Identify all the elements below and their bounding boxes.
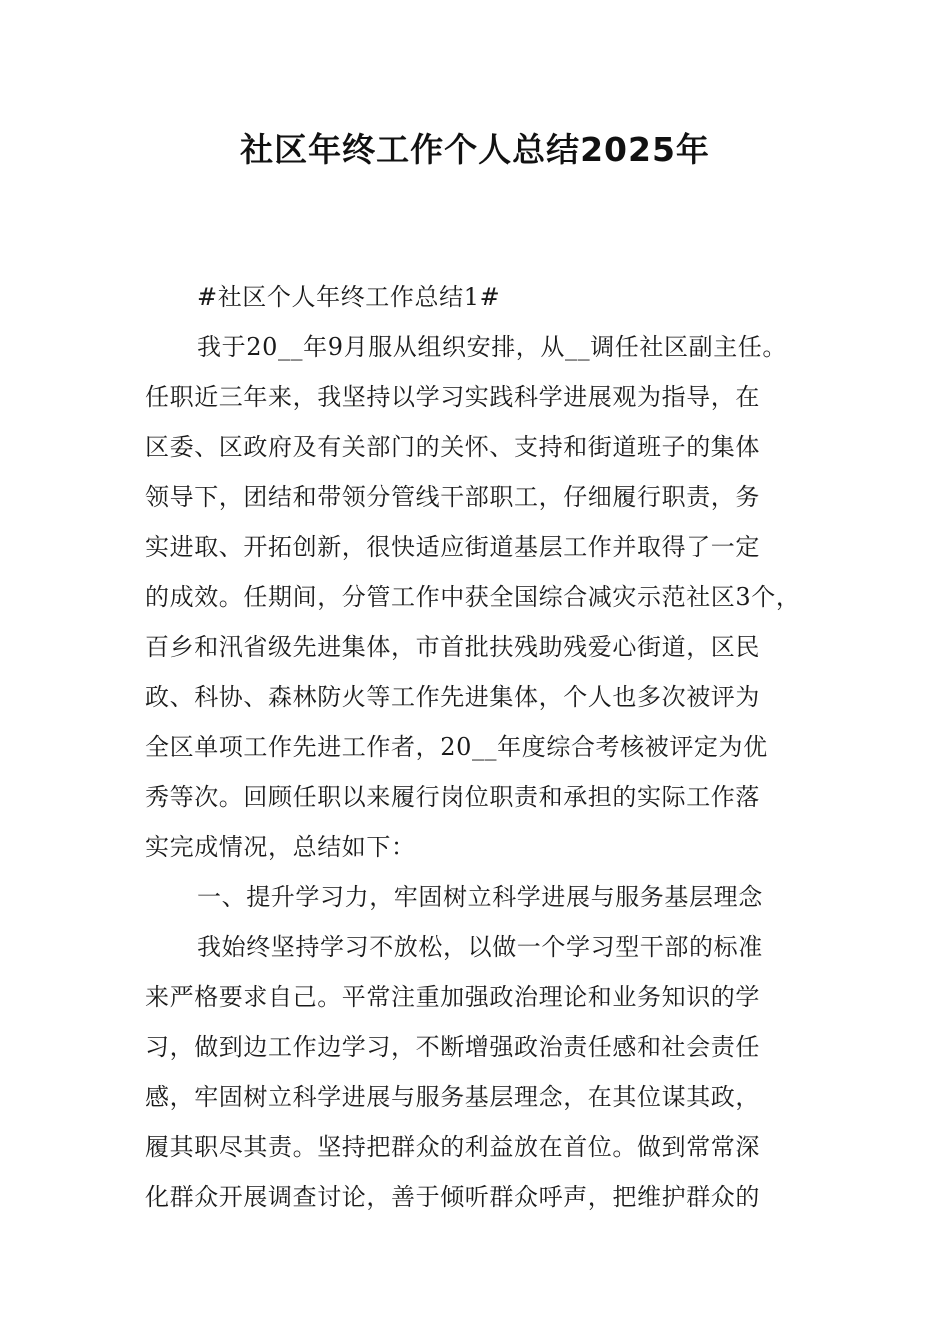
paragraph-line: 政、科协、森林防火等工作先进集体，个人也多次被评为 xyxy=(145,683,760,711)
paragraph-line: 我始终坚持学习不放松，以做一个学习型干部的标准 xyxy=(197,933,763,961)
document-body xyxy=(145,272,810,1222)
paragraph-line: 实完成情况，总结如下： xyxy=(145,833,416,861)
paragraph-line: 任职近三年来，我坚持以学习实践科学进展观为指导，在 xyxy=(145,383,760,411)
paragraph-line: 区委、区政府及有关部门的关怀、支持和街道班子的集体 xyxy=(145,433,760,461)
section-heading: 一、提升学习力，牢固树立科学进展与服务基层理念 xyxy=(197,883,763,911)
paragraph-line: 感，牢固树立科学进展与服务基层理念，在其位谋其政， xyxy=(145,1083,760,1111)
paragraph-line: 秀等次。回顾任职以来履行岗位职责和承担的实际工作落 xyxy=(145,783,760,811)
paragraph-line: 百乡和汛省级先进集体，市首批扶残助残爱心街道，区民 xyxy=(145,633,760,661)
paragraph-line: 我于20__年9月服从组织安排，从__调任社区副主任。 xyxy=(197,333,788,361)
paragraph-line: 化群众开展调查讨论，善于倾听群众呼声，把维护群众的 xyxy=(145,1183,760,1211)
paragraph-line: 习，做到边工作边学习，不断增强政治责任感和社会责任 xyxy=(145,1033,760,1061)
paragraph-line: 履其职尽其责。坚持把群众的利益放在首位。做到常常深 xyxy=(145,1133,760,1161)
paragraph-line: 全区单项工作先进工作者，20__年度综合考核被评定为优 xyxy=(145,733,768,761)
page-title: 社区年终工作个人总结2025年 xyxy=(240,130,710,169)
paragraph-line: 实进取、开拓创新，很快适应街道基层工作并取得了一定 xyxy=(145,533,760,561)
section-heading: #社区个人年终工作总结1# xyxy=(197,283,501,311)
paragraph-line: 的成效。任期间，分管工作中获全国综合减灾示范社区3个， xyxy=(145,583,801,611)
paragraph-line: 领导下，团结和带领分管线干部职工，仔细履行职责，务 xyxy=(145,483,760,511)
paragraph-line: 来严格要求自己。平常注重加强政治理论和业务知识的学 xyxy=(145,983,760,1011)
